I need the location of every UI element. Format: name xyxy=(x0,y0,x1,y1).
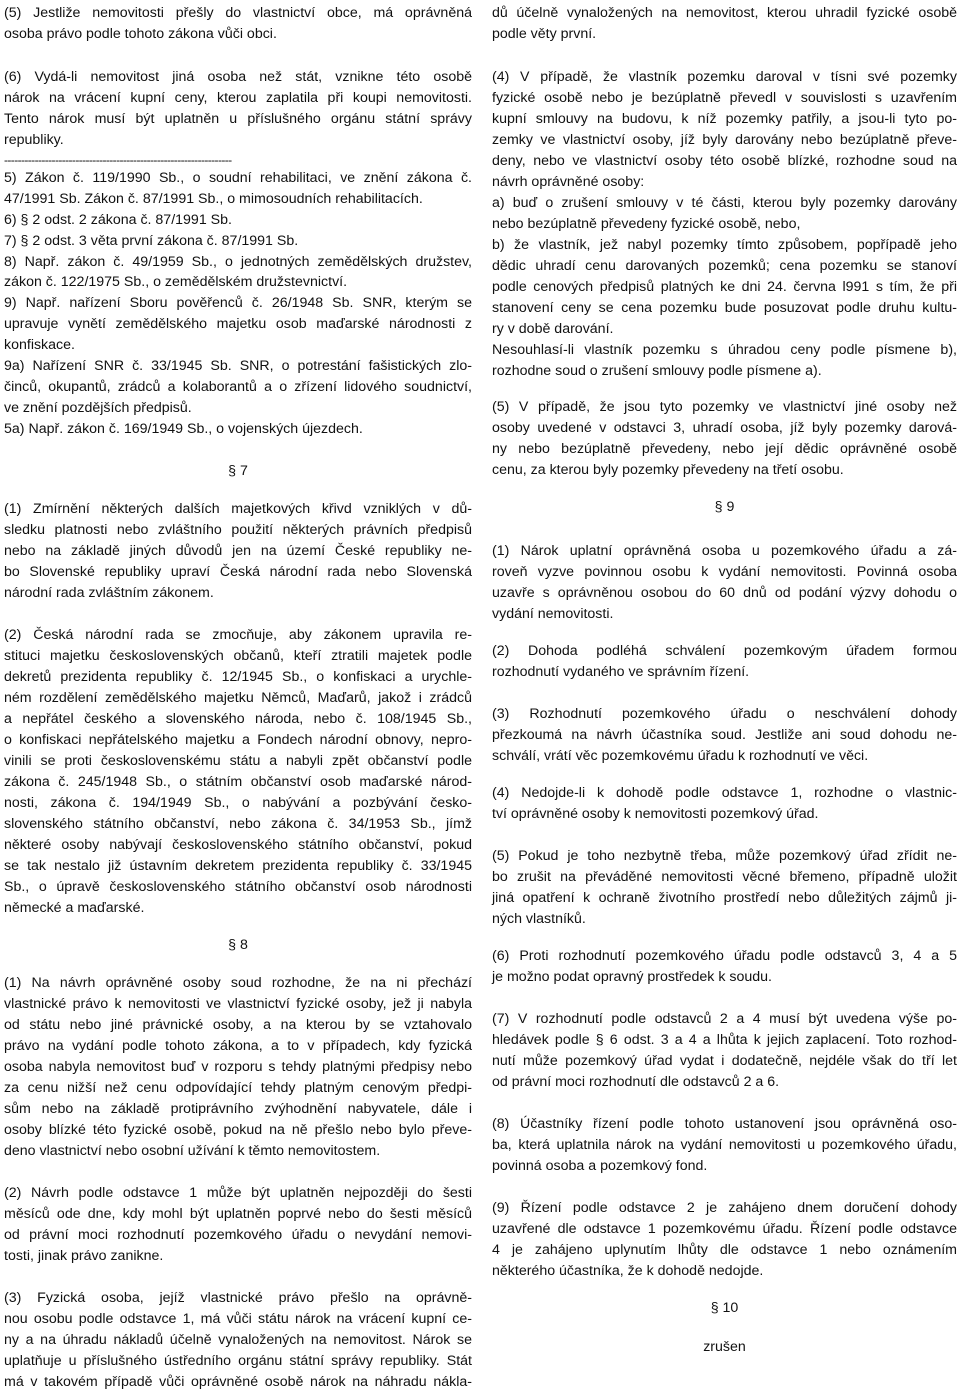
text-line: (5) V případě, že jsou tyto pozemky ve vlastnictví jiné osoby než xyxy=(492,399,957,415)
text-line: deno vlastnictví nebo osobní užívání k těmto nemovitostem. xyxy=(4,1143,381,1159)
text-line: tví oprávněné osoby k nemovitosti pozemkový úřad. xyxy=(492,806,819,822)
text-line: (1) Na návrh oprávněné osoby soud rozhodne, že na ni přechází xyxy=(4,975,472,991)
repealed-note: zrušen xyxy=(703,1339,746,1355)
text-line: 4 je zahájeno uplynutím lhůty dle odstavce 1 nebo oznámením xyxy=(492,1242,957,1258)
text-line: a) buď o zrušení smlouvy v té části, kterou byly pozemky darovány xyxy=(492,195,957,211)
text-line: tosti, jinak právo zanikne. xyxy=(4,1248,164,1264)
text-line: (3) Fyzická osoba, jejíž vlastnické právo přešlo na oprávně- xyxy=(4,1290,472,1306)
text-line: (5) Jestliže nemovitosti přešly do vlastnictví obce, má oprávněná xyxy=(4,5,472,21)
text-line: zákona č. 245/1948 Sb., o státním občanství osob maďarské národ- xyxy=(4,774,472,790)
text-line: se tak nestalo již ústavním dekretem prezidenta republiky č. 33/1945 xyxy=(4,858,472,874)
text-line: stituci majetku československých občanů, kteří ztratili majetek podle xyxy=(4,648,472,664)
text-line: bo zrušit na převáděné nemovitosti věcné břemeno, případně uložit xyxy=(492,869,957,885)
text-line: Sb., o úpravě československého státního občanství osob národnosti xyxy=(4,879,472,895)
text-line: je možno podat opravný prostředek k soudu. xyxy=(492,969,772,985)
text-line: právo na vydání podle tohoto zákona, a to v případech, kdy fyzická xyxy=(4,1038,472,1054)
footnote-line: 47/1991 Sb. Zákon č. 87/1991 Sb., o mimosoudních rehabilitacích. xyxy=(4,191,423,207)
footnote-line: zákon č. 122/1975 Sb., o zemědělském družstevnictví. xyxy=(4,274,348,290)
text-line: stanovení ceny se cena pozemku bude posuzovat podle druhu kultu- xyxy=(492,300,957,316)
footnote-line: činců, okupantů, zrádců a kolaborantů a o zřízení lidového soudnictví, xyxy=(4,379,472,395)
text-line: (2) Dohoda podléhá schválení pozemkovým úřadem formou xyxy=(492,643,957,659)
text-line: sům nebo na základě protiprávního zvýhodnění nabyvatele, dále i xyxy=(4,1101,472,1117)
text-line: (7) V rozhodnutí podle odstavců 2 a 4 musí být uvedena výše po- xyxy=(492,1011,957,1027)
text-line: (4) Nedojde-li k dohodě podle odstavce 1, rozhodne o vlastnic- xyxy=(492,785,957,801)
text-line: a nepřátel českého a slovenského národa, nebo č. 108/1945 Sb., xyxy=(4,711,472,727)
footnote-line: 5) Zákon č. 119/1990 Sb., o soudní rehabilitaci, ve znění zákona č. xyxy=(4,170,472,186)
text-line: republiky. xyxy=(4,132,64,148)
text-line: vlastnické právo k nemovitosti ve vlastnictví fyzické osoby, jež ji nabyla xyxy=(4,996,472,1012)
text-line: sledku platnosti nebo zvláštního použití některých právních předpisů xyxy=(4,522,472,538)
text-line: hledávek podle § 6 odst. 3 a 4 a lhůta k jejich zaplacení. Toto rozhod- xyxy=(492,1032,957,1048)
text-line: Tento nárok musí být uplatněn u příslušného orgánu státní správy xyxy=(4,111,472,127)
footnote-line: upravuje vynětí zemědělského majetku osob maďarské národnosti z xyxy=(4,316,472,332)
footnote-line: konfiskace. xyxy=(4,337,75,353)
text-line: ba, která uplatnila nárok na vydání nemovitosti u pozemkového úřadu, xyxy=(492,1137,957,1153)
text-line: německé a maďarské. xyxy=(4,900,145,916)
text-line: nebo na základě jiných důvodů jen na území České republiky ne- xyxy=(4,543,472,559)
text-line: (1) Zmírnění některých dalších majetkových křivd vzniklých v dů- xyxy=(4,501,472,517)
text-line: podle cenových předpisů platných ke dni 24. června l991 s tím, že při xyxy=(492,279,957,295)
text-line: jiná opatření k ochraně životního prostředí nebo důležitých zájmů ji- xyxy=(492,890,957,906)
section-heading-10: § 10 xyxy=(710,1300,739,1316)
text-line: za cenu nižší než cenu odpovídající tehdy platným cenovým předpi- xyxy=(4,1080,472,1096)
text-line: přezkoumá na návrh účastníka soud. Jestliže ani soud dohodu ne- xyxy=(492,727,957,743)
text-line: nárok na vrácení kupní ceny, kterou zaplatila při koupi nemovitosti. xyxy=(4,90,472,106)
text-line: uzavře s oprávněnou osobou do 60 dnů od podání výzvy dohodu o xyxy=(492,585,957,601)
text-line: deny, nebo ve vlastnictví osoby této osobě blízké, rozhodne soud na xyxy=(492,153,957,169)
text-line: (1) Nárok uplatní oprávněná osoba u pozemkového úřadu a zá- xyxy=(492,543,957,559)
text-line: (2) Návrh podle odstavce 1 může být uplatněn nejpozději do šesti xyxy=(4,1185,472,1201)
text-line: (9) Řízení podle odstavce 2 je zahájeno dnem doručení dohody xyxy=(492,1200,957,1216)
text-line: b) že vlastník, jež nabyl pozemky tímto způsobem, popřípadě jeho xyxy=(492,237,957,253)
footnote-line: 7) § 2 odst. 3 věta první zákona č. 87/1991 Sb. xyxy=(4,233,299,249)
text-line: má v takovém případě vůči oprávněné osobě nárok na náhradu nákla- xyxy=(4,1374,472,1390)
text-line: podle věty první. xyxy=(492,26,597,42)
text-line: (2) Česká národní rada se zmocňuje, aby zákonem upravila re- xyxy=(4,627,472,643)
text-line: (6) Proti rozhodnutí pozemkového úřadu podle odstavců 3, 4 a 5 xyxy=(492,948,957,964)
text-line: vydání nemovitosti. xyxy=(492,606,614,622)
text-line: osoba nabyla nemovitost buď v rozporu s tehdy platnými předpisy nebo xyxy=(4,1059,472,1075)
text-line: uplatňuje u příslušného ústředního orgánu státní správy republiky. Stát xyxy=(4,1353,472,1369)
text-line: (5) Pokud je toho nezbytně třeba, může pozemkový úřad zřídit ne- xyxy=(492,848,957,864)
text-line: dědic uhradí cenu darovaných pozemků; cena pozemku se stanoví xyxy=(492,258,957,274)
text-line: rozhodnutí vydaného ve správním řízení. xyxy=(492,664,750,680)
text-line: roveň vyzve povinnou osobu k vydání nemovitosti. Povinná osoba xyxy=(492,564,957,580)
text-line: o konfiskaci nepřátelského majetku a Fondech národní obnovy, nepro- xyxy=(4,732,472,748)
text-line: osoba právo podle tohoto zákona vůči obci. xyxy=(4,26,277,42)
text-line: návrh oprávněné osoby: xyxy=(492,174,645,190)
text-line: ných vlastníků. xyxy=(492,911,586,927)
footnote-line: ve znění pozdějších předpisů. xyxy=(4,400,192,416)
text-line: některého účastníka, že k dohodě nedojde. xyxy=(492,1263,764,1279)
footnote-line: 9a) Nařízení SNR č. 33/1945 Sb. SNR, o potrestání fašistických zlo- xyxy=(4,358,472,374)
text-line: ném rozdělení zemědělského majetku Němců, Maďarů, jakož i zrádců xyxy=(4,690,472,706)
text-line: od státu nebo jiné právnické osoby, a na kterou by se vztahovalo xyxy=(4,1017,472,1033)
text-line: ry v době darování. xyxy=(492,321,614,337)
text-line: cenu, za kterou byly pozemky převedeny na třetí osobu. xyxy=(492,462,844,478)
text-line: ny a na úhradu nákladů účelně vynaložených na nemovitost. Nárok se xyxy=(4,1332,472,1348)
text-line: vinili se proti československému státu a nabyli zpět občanství podle xyxy=(4,753,472,769)
footnote-line: 6) § 2 odst. 2 zákona č. 87/1991 Sb. xyxy=(4,212,232,228)
text-line: (8) Účastníky řízení podle tohoto ustanovení jsou oprávněná oso- xyxy=(492,1116,957,1132)
text-line: (4) V případě, že vlastník pozemku daroval v tísni své pozemky xyxy=(492,69,957,85)
text-line: (3) Rozhodnutí pozemkového úřadu o neschválení dohody xyxy=(492,706,957,722)
text-line: povinná osoba a pozemkový fond. xyxy=(492,1158,708,1174)
text-line: bo Slovenské republiky upraví Česká národní rada nebo Slovenská xyxy=(4,564,472,580)
text-line: dů účelně vynaložených na nemovitost, kterou uhradil fyzické osobě xyxy=(492,5,957,21)
text-line: od právní moci rozhodnutí dle odstavců 2 a 6. xyxy=(492,1074,780,1090)
text-line: národní rada zvláštním zákonem. xyxy=(4,585,214,601)
text-line: některé osoby nabývají československého státního občanství, pokud xyxy=(4,837,472,853)
text-line: osoby blízké této fyzické osobě, pokud na ně přešlo nebo bylo převe- xyxy=(4,1122,472,1138)
text-line: nebo bezúplatně převedeny fyzické osobě, nebo, xyxy=(492,216,801,232)
text-line: měsíců ode dne, kdy mohl být uplatněn poprvé nebo do šesti měsíců xyxy=(4,1206,472,1222)
text-line: rozhodne soud o zrušení smlouvy podle písmene a). xyxy=(492,363,822,379)
text-line: fyzické osobě nebo je bezúplatně převedl v souvislosti s uzavřením xyxy=(492,90,957,106)
footnote-separator: ------------------------------------------------------------------- xyxy=(4,153,232,167)
footnote-line: 8) Např. zákon č. 49/1959 Sb., o jednotných zemědělských družstev, xyxy=(4,254,472,270)
text-line: dekretů prezidenta republiky č. 12/1945 Sb., o konfiskaci a urychle- xyxy=(4,669,472,685)
text-line: zemky ve vlastnictví osoby, jíž byly darovány nebo bezúplatně převe- xyxy=(492,132,957,148)
text-line: schválí, vrátí věc pozemkovému úřadu k rozhodnutí ve věci. xyxy=(492,748,869,764)
text-line: od právní moci rozhodnutí pozemkového úřadu o nevydání nemovi- xyxy=(4,1227,472,1243)
text-line: nou osobu podle odstavce 1, má vůči státu nárok na vrácení kupní ce- xyxy=(4,1311,472,1327)
text-line: slovenského státního občanství, nebo zákona č. 34/1953 Sb., jímž xyxy=(4,816,472,832)
footnote-line: 9) Např. nařízení Sboru pověřenců č. 26/1948 Sb. SNR, kterým se xyxy=(4,295,472,311)
text-line: ny nebo bezúplatně převedeny, nebo její dědic oprávněné osobě xyxy=(492,441,957,457)
section-heading-7: § 7 xyxy=(228,463,248,479)
text-line: nosti, zákona č. 194/1949 Sb., o nabývání a pozbývání česko- xyxy=(4,795,472,811)
text-line: osoby uvedené v odstavci 3, uhradí osoba, jíž byly pozemky darová- xyxy=(492,420,957,436)
section-heading-8: § 8 xyxy=(228,937,248,953)
text-line: kupní smlouvy na budovu, k níž pozemky patřily, a jsou-li tyto po- xyxy=(492,111,957,127)
text-line: uzavřené dle odstavce 1 pozemkovému úřadu. Řízení podle odstavce xyxy=(492,1221,957,1237)
text-line: (6) Vydá-li nemovitost jiná osoba než stát, vznikne této osobě xyxy=(4,69,472,85)
text-line: nutí může pozemkový úřad vydat i dodatečně, nejdéle však do tří let xyxy=(492,1053,957,1069)
text-line: Nesouhlasí-li vlastník pozemku s úhradou ceny podle písmene b), xyxy=(492,342,957,358)
section-heading-9: § 9 xyxy=(714,499,735,515)
footnote-line: 5a) Např. zákon č. 169/1949 Sb., o vojenských újezdech. xyxy=(4,421,363,437)
